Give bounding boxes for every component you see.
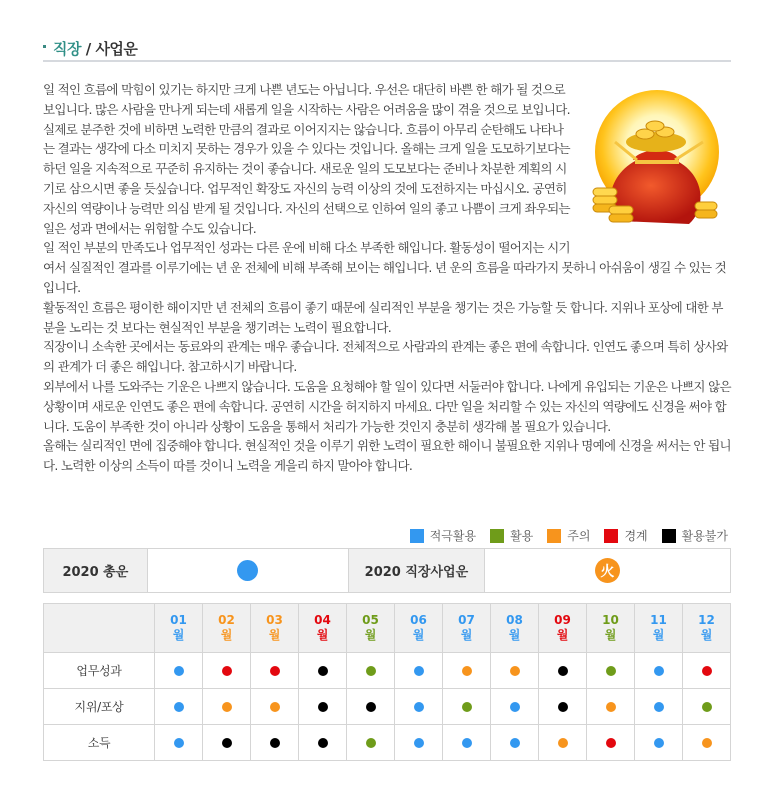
table-cell	[683, 653, 731, 689]
table-cell	[251, 653, 299, 689]
table-cell	[443, 653, 491, 689]
status-dot	[702, 738, 712, 748]
legend-item	[662, 527, 728, 544]
month-number: 11	[650, 613, 667, 627]
table-cell	[251, 725, 299, 761]
month-unit: 월	[172, 628, 185, 642]
month-number: 10	[602, 613, 619, 627]
month-number: 07	[458, 613, 475, 627]
section-title	[53, 38, 137, 59]
table-cell	[251, 689, 299, 725]
legend-swatch	[410, 529, 424, 543]
month-header	[539, 604, 587, 653]
legend-label: 경계	[624, 529, 648, 543]
article-paragraph: 일 적인 부분의 만족도나 업무적인 성과는 다른 운에 비해 다소 부족한 해입니다. 활동성이 떨어지는 시기여서 실질적인 결과를 이루기에는 년 운 전체에 비해 부족해 보이는 해입니다. 년 운의 흐름을 따라가지 못하니 아쉬움이 생길 수 있는 것입니다.	[43, 240, 726, 295]
legend-label: 활용	[510, 529, 534, 543]
month-unit: 월	[508, 628, 521, 642]
month-number: 06	[410, 613, 427, 627]
article-paragraph: 올해는 실리적인 면에 집중해야 합니다. 현실적인 것을 이루기 위한 노력이 필요한 해이니 불필요한 지위나 명예에 신경을 써서는 안 됩니다. 노력한 이상의 소득이 따를 것이니 노력을 게을리 하지 말아야 합니다.	[43, 438, 731, 474]
table-cell	[299, 689, 347, 725]
overall-fortune-label: 2020 총운	[44, 549, 148, 592]
table-cell	[635, 653, 683, 689]
month-header	[251, 604, 299, 653]
month-header-row	[44, 604, 731, 653]
money-bag-illustration	[575, 86, 733, 244]
status-dot	[558, 666, 568, 676]
table-corner	[44, 604, 155, 653]
row-label: 소득	[44, 725, 155, 761]
fire-element-badge: 火	[595, 558, 620, 583]
title-subject: 사업운	[95, 40, 138, 58]
table-row	[44, 725, 731, 761]
table-cell	[683, 725, 731, 761]
section-header	[43, 38, 731, 62]
legend-label: 활용불가	[681, 529, 728, 543]
month-unit: 월	[316, 628, 329, 642]
month-number: 01	[170, 613, 187, 627]
legend	[410, 527, 728, 544]
title-bullet	[43, 45, 46, 48]
month-header	[155, 604, 203, 653]
table-cell	[635, 725, 683, 761]
table-cell	[539, 653, 587, 689]
table-cell	[203, 689, 251, 725]
table-cell	[347, 725, 395, 761]
legend-item	[490, 527, 533, 544]
table-cell	[539, 689, 587, 725]
status-dot	[366, 738, 376, 748]
table-cell	[587, 653, 635, 689]
month-unit: 월	[412, 628, 425, 642]
month-unit: 월	[556, 628, 569, 642]
month-number: 04	[314, 613, 331, 627]
table-cell	[491, 689, 539, 725]
title-category: 직장	[53, 40, 81, 58]
month-header	[395, 604, 443, 653]
month-unit: 월	[604, 628, 617, 642]
month-unit: 월	[700, 628, 713, 642]
status-dot	[558, 738, 568, 748]
business-fortune-value	[485, 549, 730, 592]
table-cell	[203, 725, 251, 761]
status-dot	[222, 666, 232, 676]
month-header	[203, 604, 251, 653]
month-unit: 월	[364, 628, 377, 642]
month-number: 12	[698, 613, 715, 627]
table-cell	[155, 653, 203, 689]
status-dot	[174, 666, 184, 676]
yearly-summary	[43, 548, 731, 593]
table-cell	[203, 653, 251, 689]
month-header	[587, 604, 635, 653]
legend-swatch	[662, 529, 676, 543]
table-row	[44, 689, 731, 725]
status-dot	[510, 702, 520, 712]
table-row	[44, 653, 731, 689]
status-dot	[222, 738, 232, 748]
month-header	[347, 604, 395, 653]
status-dot	[366, 702, 376, 712]
status-dot	[222, 702, 232, 712]
status-dot	[606, 702, 616, 712]
status-dot	[318, 702, 328, 712]
status-dot	[702, 666, 712, 676]
table-cell	[347, 689, 395, 725]
status-dot	[174, 738, 184, 748]
month-number: 08	[506, 613, 523, 627]
overall-fortune-dot	[237, 560, 258, 581]
month-header	[635, 604, 683, 653]
table-cell	[683, 689, 731, 725]
status-dot	[318, 738, 328, 748]
table-cell	[587, 725, 635, 761]
legend-item	[604, 527, 647, 544]
month-unit: 월	[268, 628, 281, 642]
table-cell	[395, 725, 443, 761]
legend-swatch	[604, 529, 618, 543]
status-dot	[270, 738, 280, 748]
table-cell	[539, 725, 587, 761]
status-dot	[414, 666, 424, 676]
status-dot	[462, 702, 472, 712]
status-dot	[510, 738, 520, 748]
status-dot	[414, 702, 424, 712]
table-cell	[395, 689, 443, 725]
status-dot	[558, 702, 568, 712]
table-cell	[155, 725, 203, 761]
table-cell	[299, 725, 347, 761]
table-cell	[491, 725, 539, 761]
title-separator: /	[85, 40, 91, 58]
row-label: 지위/포상	[44, 689, 155, 725]
month-unit: 월	[652, 628, 665, 642]
monthly-fortune-table	[43, 603, 731, 761]
status-dot	[270, 702, 280, 712]
legend-label: 주의	[567, 529, 591, 543]
status-dot	[654, 738, 664, 748]
row-label: 업무성과	[44, 653, 155, 689]
month-header	[299, 604, 347, 653]
month-header	[683, 604, 731, 653]
status-dot	[462, 666, 472, 676]
status-dot	[414, 738, 424, 748]
article-paragraph: 활동적인 흐름은 평이한 해이지만 년 전체의 흐름이 좋기 때문에 실리적인 부분을 챙기는 것은 가능할 듯 합니다. 지위나 포상에 대한 부분을 노리는 것 보다는 현실적인 부분을 챙기려는 노력이 필요합니다.	[43, 299, 723, 335]
month-unit: 월	[220, 628, 233, 642]
table-cell	[587, 689, 635, 725]
legend-item	[547, 527, 590, 544]
status-dot	[702, 702, 712, 712]
status-dot	[318, 666, 328, 676]
article-paragraph: 외부에서 나를 도와주는 기운은 나쁘지 않습니다. 도움을 요청해야 할 일이 있다면 서둘러야 합니다. 나에게 유입되는 기운은 나쁘지 않은 상황이며 새로운 인연도 좋은 편에 속합니다. 공연히 시간을 허지하지 마세요. 다만 일을 처리할 수 있는 자신의 역량에도 신경을 써야 합니다. 도움이 부족한 것이 아니라 상황이 도움을 통해서 처리가 가능한 것인지 충분히 생각해 볼 필요가 있습니다.	[43, 378, 731, 434]
table-cell	[347, 653, 395, 689]
status-dot	[654, 666, 664, 676]
table-cell	[443, 725, 491, 761]
article-paragraph: 일 적인 흐름에 막힘이 있기는 하지만 크게 나쁜 년도는 아닙니다. 우선은 대단히 바쁜 한 해가 될 것으로 보입니다. 많은 사람을 만나게 되는데 새롭게 일을 시작하는 사람은 어려움을 많이 겪을 것으로 보입니다. 실제로 분주한 것에 비하면 노력한 만큼의 결과로 이어지지는 않습니다. 흐름이 아무리 순탄해도 나타나는 결과는 생각에 다소 미치지 못하는 경우가 있을 수 있다는 것입니다. 올해는 크게 일을 도모하기보다는 하던 일을 지속적으로 꾸준히 유지하는 것이 좋습니다. 새로운 일의 도모보다는 준비나 차분한 계획의 시기로 삼으시면 좋을 듯싶습니다. 업무적인 확장도 자신의 능력 이상의 것에 도전하지는 마십시오. 공연히 자신의 역량이나 능력만 의심 받게 될 것입니다. 자신의 선택으로 인하여 일의 좋고 나쁨이 크게 좌우되는 일은 성과 면에서는 위험할 수도 있습니다.	[43, 82, 570, 236]
month-header	[443, 604, 491, 653]
month-number: 02	[218, 613, 235, 627]
table-cell	[395, 653, 443, 689]
status-dot	[606, 738, 616, 748]
status-dot	[654, 702, 664, 712]
month-number: 09	[554, 613, 571, 627]
table-cell	[635, 689, 683, 725]
legend-swatch	[490, 529, 504, 543]
table-cell	[155, 689, 203, 725]
table-cell	[299, 653, 347, 689]
monthly-fortune-body	[44, 653, 731, 761]
fortune-article	[43, 80, 733, 476]
legend-label: 적극활용	[429, 529, 477, 543]
month-unit: 월	[460, 628, 473, 642]
table-cell	[443, 689, 491, 725]
article-paragraph: 직장이니 소속한 곳에서는 동료와의 관계는 매우 좋습니다. 전체적으로 사람과의 관계는 좋은 편에 속합니다. 인연도 좋으며 특히 상사와의 관계가 더 좋은 해입니다. 참고하시기 바랍니다.	[43, 339, 728, 375]
status-dot	[462, 738, 472, 748]
month-number: 03	[266, 613, 283, 627]
status-dot	[270, 666, 280, 676]
status-dot	[366, 666, 376, 676]
status-dot	[174, 702, 184, 712]
status-dot	[510, 666, 520, 676]
legend-item	[410, 527, 476, 544]
month-header	[491, 604, 539, 653]
business-fortune-label: 2020 직장사업운	[348, 549, 485, 592]
status-dot	[606, 666, 616, 676]
table-cell	[491, 653, 539, 689]
overall-fortune-value	[148, 549, 348, 592]
legend-swatch	[547, 529, 561, 543]
month-number: 05	[362, 613, 379, 627]
